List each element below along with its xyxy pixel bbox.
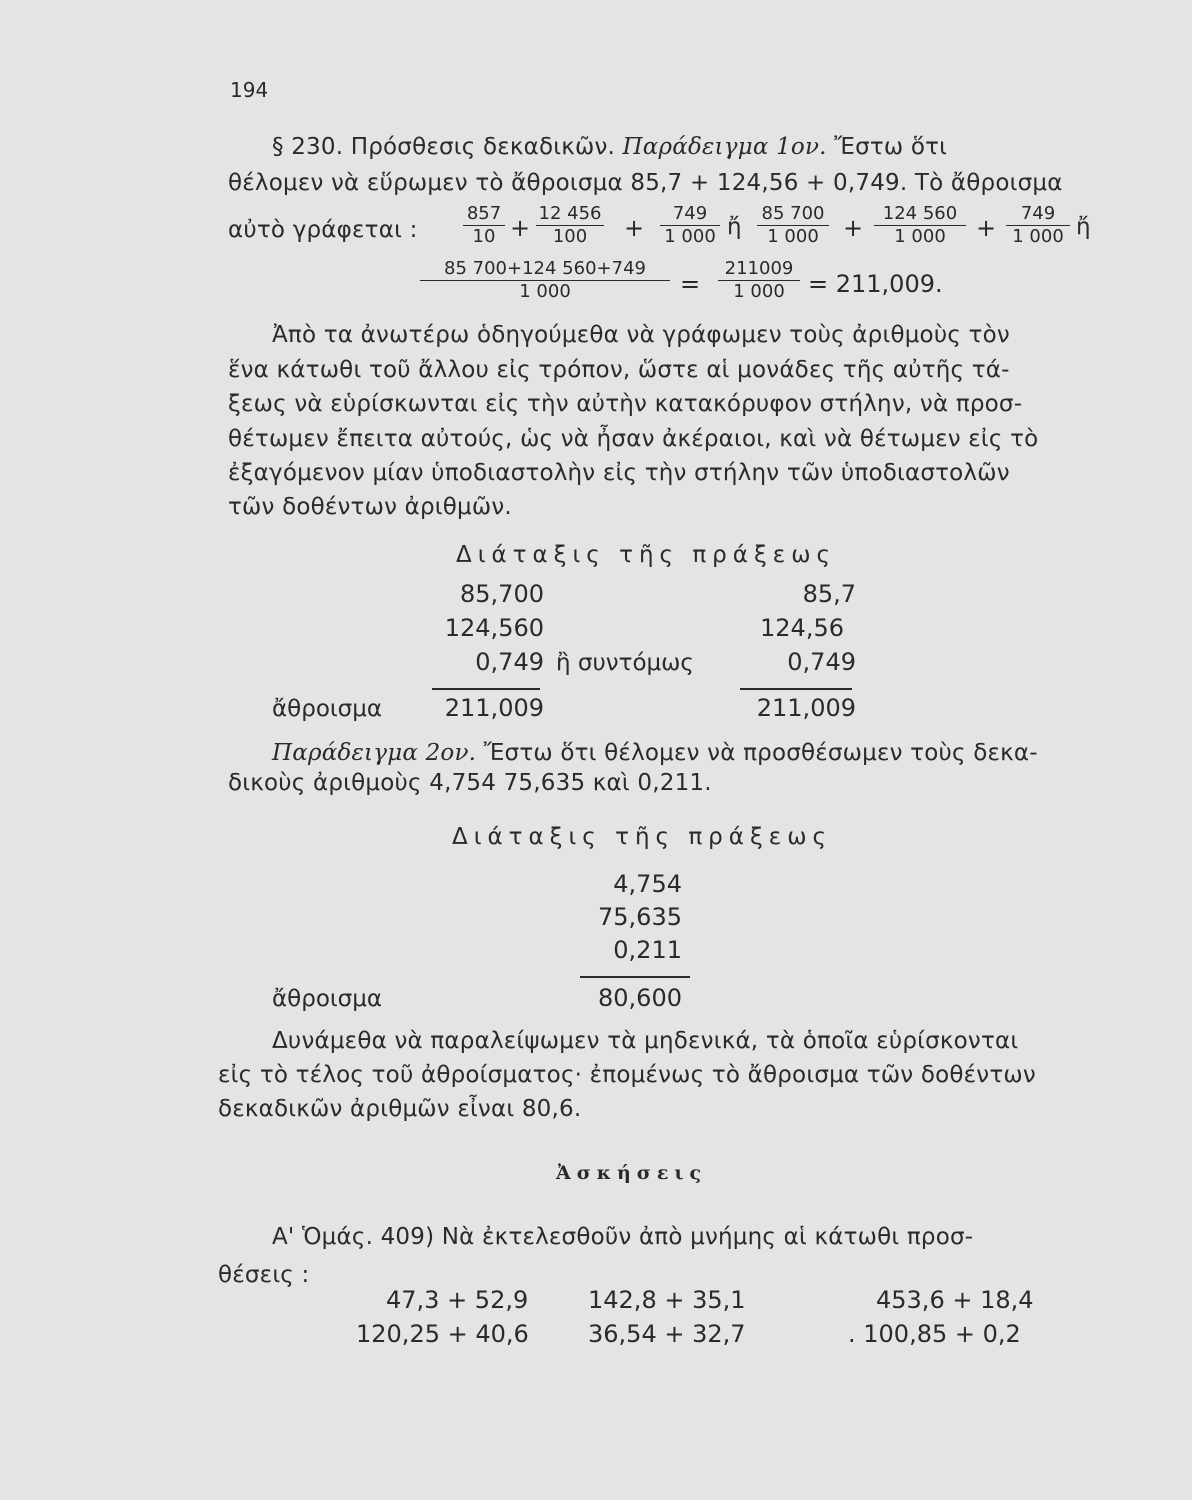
- paragraph-line: ἕνα κάτωθι τοῦ ἄλλου εἰς τρόπον, ὥστε αἱ μονάδες τῆς αὐτῆς τά-: [228, 357, 1010, 383]
- paragraph-line: τῶν δοθέντων ἀριθμῶν.: [228, 494, 512, 520]
- layout2-sum-label: ἄθροισμα: [272, 986, 383, 1012]
- layout1-right-value: 124,56: [760, 614, 844, 642]
- paragraph-line: ξεως νὰ εὑρίσκωνται εἰς τὴν αὐτὴν κατακόρυφον στήλην, νὰ προσ-: [228, 391, 1023, 417]
- fraction-4: $\frac{85 700}{1 000}$: [757, 203, 829, 248]
- layout2-value: 4,754: [613, 870, 682, 898]
- layout1-left-value: 0,749: [475, 648, 544, 676]
- layout1-right-value: 0,749: [787, 648, 856, 676]
- or-word: ἤ: [1076, 214, 1091, 240]
- exercise-item: . 100,85 + 0,2: [848, 1320, 1021, 1348]
- exercises-line-2: θέσεις :: [218, 1262, 310, 1288]
- paragraph-line: θέτωμεν ἔπειτα αὐτούς, ὡς νὰ ἦσαν ἀκέραιοι, καὶ νὰ θέτωμεν εἰς τὸ: [228, 426, 1039, 452]
- paragraph-line: ἐξαγόμενον μίαν ὑποδιαστολὴν εἰς τὴν στήλην τῶν ὑποδιαστολῶν: [228, 460, 1010, 486]
- section-heading: § 230. Πρόσθεσις δεκαδικῶν.: [272, 134, 615, 160]
- sum-rule: [740, 688, 852, 690]
- or-word: ἤ: [727, 214, 742, 240]
- layout1-left-sum: 211,009: [444, 694, 544, 722]
- fraction-1: $\frac{857}{10}$: [463, 203, 505, 248]
- conclusion-line: Δυνάμεθα νὰ παραλείψωμεν τὰ μηδενικά, τὰ ὁποῖα εὑρίσκονται: [272, 1028, 1019, 1054]
- exercises-line-1: Α' Ὁμάς. 409) Νὰ ἐκτελεσθοῦν ἀπὸ μνήμης αἱ κάτωθι προσ-: [272, 1224, 974, 1250]
- layout1-middle: ἢ συντόμως: [556, 650, 694, 676]
- equals-sign: =: [680, 270, 701, 298]
- layout2-value: 0,211: [613, 936, 682, 964]
- layout2-sum: 80,600: [598, 984, 682, 1012]
- layout1-sum-label: ἄθροισμα: [272, 696, 383, 722]
- layout1-title: Διάταξις τῆς πράξεως: [456, 542, 836, 568]
- exercise-item: 453,6 + 18,4: [876, 1286, 1034, 1314]
- layout2-title: Διάταξις τῆς πράξεως: [452, 824, 832, 850]
- example1-label: Παράδειγμα 1ον.: [622, 134, 827, 160]
- example1-intro: Ἔστω ὅτι: [834, 134, 948, 160]
- layout1-right-sum: 211,009: [756, 694, 856, 722]
- fraction-7: $\frac{85 700+124 560+749}{1 000}$: [420, 258, 670, 303]
- fraction-2: $\frac{12 456}{100}$: [536, 203, 604, 248]
- section-line-2: θέλομεν νὰ εὕρωμεν τὸ ἄθροισμα 85,7 + 124,56 + 0,749. Τὸ ἄθροισμα: [228, 170, 1063, 196]
- plus-sign: +: [843, 214, 864, 242]
- sum-rule: [580, 976, 690, 978]
- layout1-right-value: 85,7: [802, 580, 856, 608]
- formula-result: = 211,009.: [808, 270, 943, 298]
- section-line-3: αὐτὸ γράφεται :: [228, 217, 418, 243]
- fraction-3: $\frac{749}{1 000}$: [660, 203, 720, 248]
- exercise-item: 120,25 + 40,6: [356, 1320, 529, 1348]
- fraction-8: $\frac{211009}{1 000}$: [718, 258, 800, 303]
- exercises-title: Ἀσκήσεις: [556, 1162, 708, 1184]
- plus-sign: +: [976, 214, 997, 242]
- fraction-5: $\frac{124 560}{1 000}$: [874, 203, 966, 248]
- section-heading-line: [272, 134, 947, 160]
- layout1-left-value: 85,700: [460, 580, 544, 608]
- paragraph-line: Ἀπὸ τα ἀνωτέρω ὁδηγούμεθα νὰ γράφωμεν τοὺς ἀριθμοὺς τὸν: [272, 322, 1010, 348]
- example2-label: Παράδειγμα 2ον.: [272, 740, 477, 766]
- fraction-6: $\frac{749}{1 000}$: [1006, 203, 1070, 248]
- plus-sign: +: [510, 214, 531, 242]
- exercise-item: 36,54 + 32,7: [588, 1320, 746, 1348]
- example2-line-1: [272, 740, 1038, 766]
- sum-rule: [432, 688, 540, 690]
- exercise-item: 47,3 + 52,9: [386, 1286, 529, 1314]
- plus-sign: +: [624, 214, 645, 242]
- layout1-left-value: 124,560: [444, 614, 544, 642]
- conclusion-line: εἰς τὸ τέλος τοῦ ἀθροίσματος· ἐπομένως τὸ ἄθροισμα τῶν δοθέντων: [218, 1062, 1036, 1088]
- page-number: 194: [230, 78, 269, 102]
- example2-line-2: δικοὺς ἀριθμοὺς 4,754 75,635 καὶ 0,211.: [228, 770, 712, 796]
- example2-intro: Ἔστω ὅτι θέλομεν νὰ προσθέσωμεν τοὺς δεκα-: [483, 740, 1038, 766]
- exercise-item: 142,8 + 35,1: [588, 1286, 746, 1314]
- layout2-value: 75,635: [598, 903, 682, 931]
- conclusion-line: δεκαδικῶν ἀριθμῶν εἶναι 80,6.: [218, 1096, 582, 1122]
